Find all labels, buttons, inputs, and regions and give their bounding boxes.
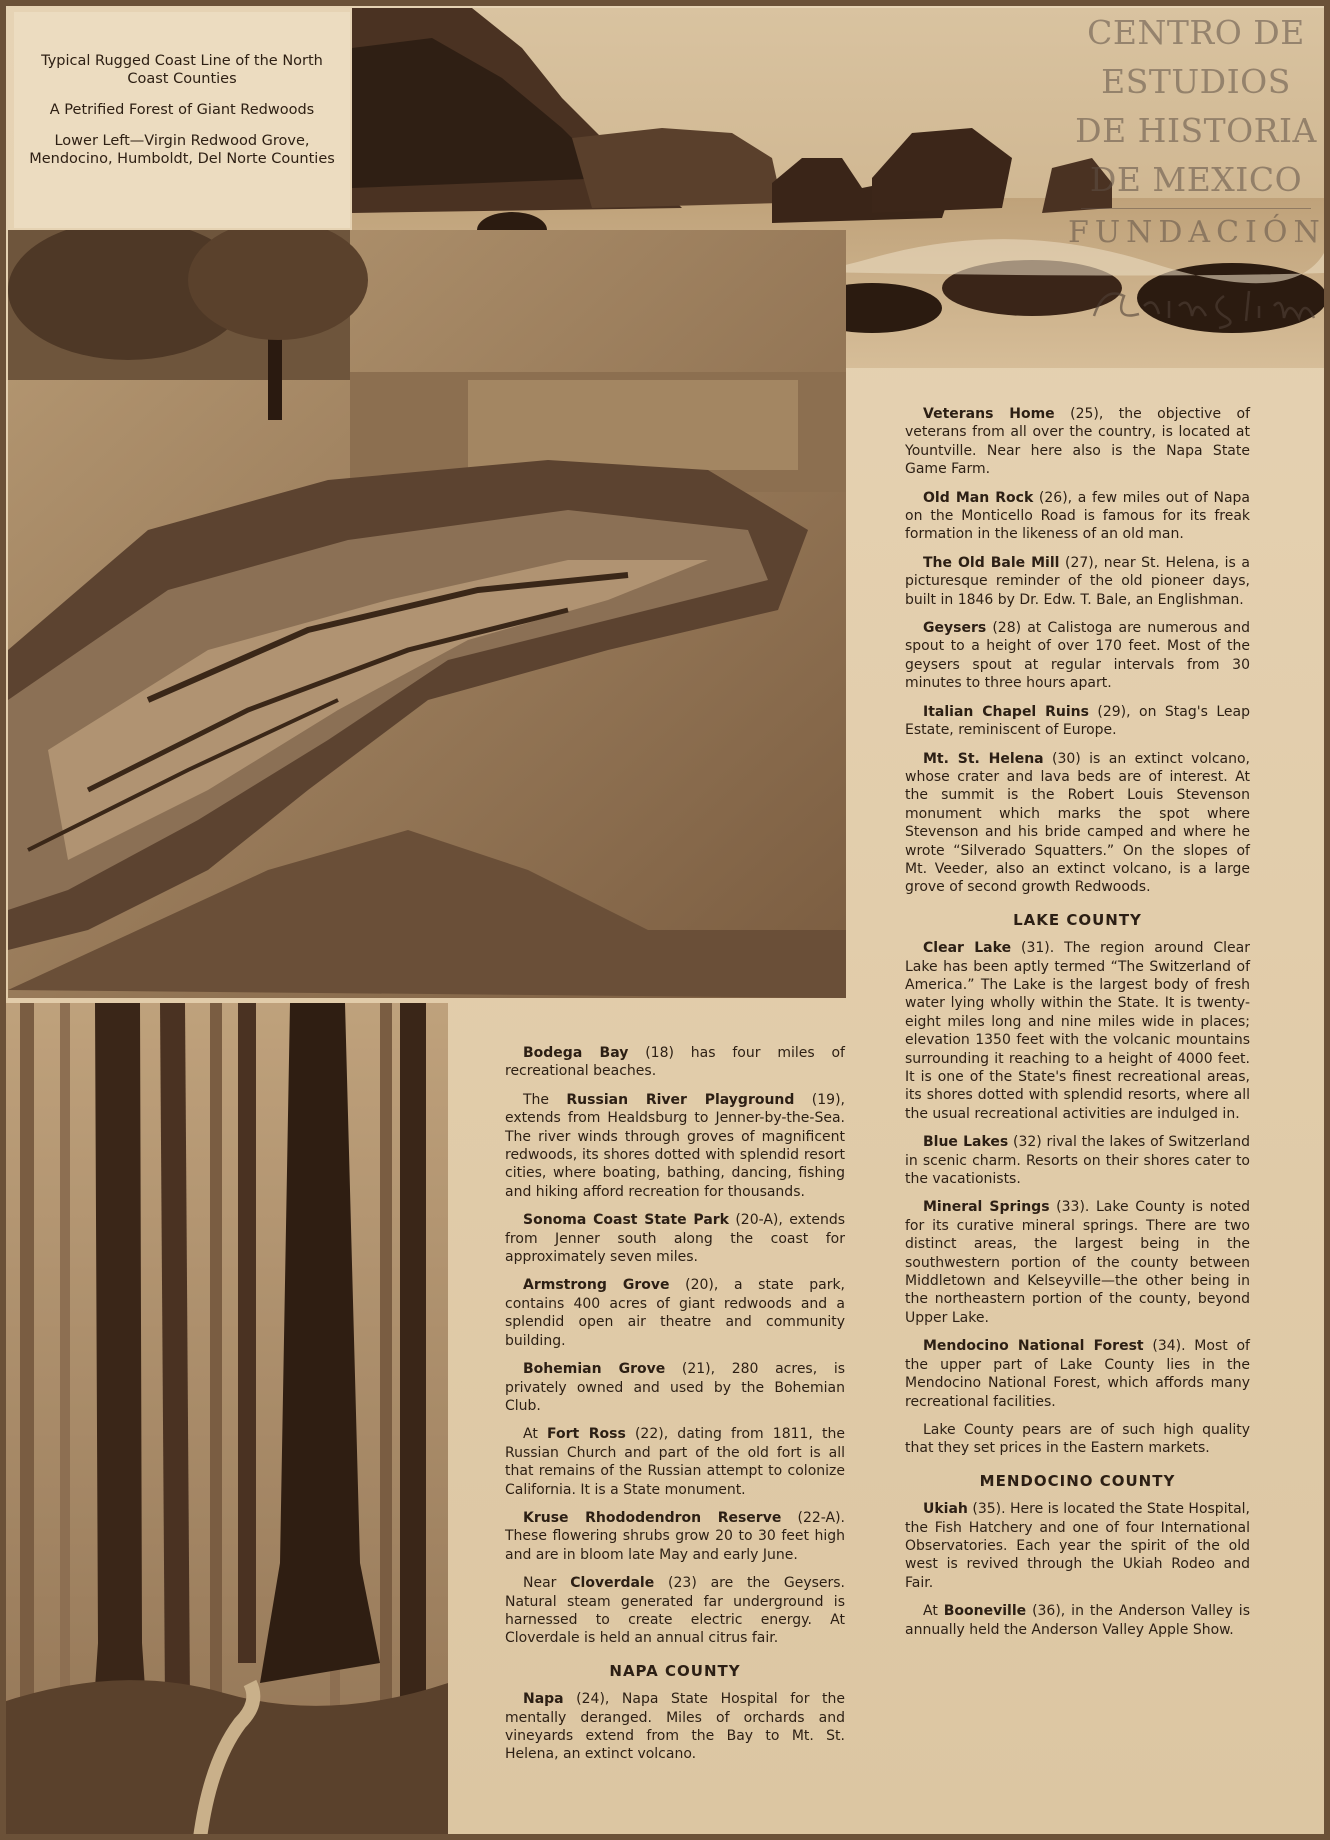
place-name: The Old Bale Mill — [923, 554, 1060, 571]
right-text-column — [905, 405, 1250, 1649]
middle-text-column — [505, 1044, 845, 1774]
place-name: Kruse Rhododendron Reserve — [523, 1509, 782, 1526]
petrified-forest-photo — [8, 230, 846, 998]
lake-county-heading: LAKE COUNTY — [1013, 910, 1142, 929]
article-paragraph — [505, 1425, 845, 1499]
paragraph-body: (20-A), extends from Jenner south along the coast for approximately seven miles. — [505, 1212, 846, 1266]
article-paragraph — [505, 1574, 845, 1648]
paragraph-lead-in: The — [523, 1091, 567, 1108]
paragraph-body: Lake County pears are of such high quality that they set prices in the Eastern markets. — [905, 1421, 1250, 1457]
caption-coast: Typical Rugged Coast Line of the North Coast Counties — [41, 53, 323, 87]
article-paragraph — [905, 1500, 1250, 1592]
place-name: Geysers — [923, 620, 987, 637]
place-name: Cloverdale — [570, 1575, 655, 1592]
paragraph-lead-in: At — [523, 1426, 547, 1443]
paragraph-body: (24), Napa State Hospital for the mentally deranged. Miles of orchards and vineyards extend from the Bay to Mt. St. Helena, an extinct volcano. — [505, 1691, 845, 1763]
archive-watermark — [1068, 8, 1324, 308]
watermark-line-2: ESTUDIOS — [1101, 62, 1291, 101]
paragraph-body: (21), 280 acres, is privately owned and used by the Bohemian Club. — [505, 1361, 846, 1414]
place-name: Napa — [523, 1691, 564, 1708]
sonoma-attractions-list — [505, 1044, 845, 1648]
article-paragraph — [905, 619, 1250, 693]
article-paragraph — [905, 1198, 1250, 1327]
article-paragraph — [505, 1690, 845, 1764]
virgin-redwood-grove-photo — [0, 1003, 448, 1838]
place-name: Old Man Rock — [923, 489, 1034, 506]
article-paragraph — [505, 1360, 845, 1415]
paragraph-body: (35). Here is located the State Hospital, the Fish Hatchery and one of four International Observatories. Each year the spirit of the old west is revived through the Ukiah Rodeo and Fair. — [905, 1501, 1250, 1591]
article-paragraph — [905, 703, 1250, 740]
place-name: Blue Lakes — [923, 1134, 1009, 1151]
paragraph-body: (22), dating from 1811, the Russian Church and part of the old fort is all that remains of the Russian attempt to colonize California. It is a State monument. — [505, 1426, 845, 1498]
place-name: Clear Lake — [923, 940, 1012, 957]
article-paragraph — [905, 939, 1250, 1123]
watermark-fundacion: FUNDACIÓN — [1068, 215, 1326, 250]
paragraph-body: (26), a few miles out of Napa on the Monticello Road is famous for its freak formation in the likeness of an old man. — [905, 489, 1250, 543]
article-paragraph — [905, 405, 1250, 479]
paragraph-lead-in: At — [923, 1603, 944, 1620]
paragraph-body: (23) are the Geysers. Natural steam generated far underground is harnessed to create electric energy. At Cloverdale is held an annual citrus fair. — [505, 1575, 846, 1647]
paragraph-body: (25), the objective of veterans from all over the country, is located at Yountville. Near here also is the Napa State Game Farm. — [905, 406, 1251, 478]
mendocino-county-heading: MENDOCINO COUNTY — [979, 1471, 1176, 1490]
watermark-line-4: DE MEXICO — [1089, 160, 1303, 199]
article-paragraph — [505, 1276, 845, 1350]
article-paragraph — [905, 1133, 1250, 1188]
place-name: Ukiah — [923, 1501, 968, 1518]
place-name: Mineral Springs — [923, 1199, 1050, 1216]
paragraph-body: (32) rival the lakes of Switzerland in scenic charm. Resorts on their shores cater to the vacationists. — [905, 1134, 1250, 1188]
paragraph-body: (20), a state park, contains 400 acres of giant redwoods and a splendid open air theatre and community building. — [505, 1277, 846, 1349]
watermark-line-1: CENTRO DE — [1087, 13, 1305, 52]
place-name: Armstrong Grove — [523, 1277, 670, 1294]
lake-county-list — [905, 939, 1250, 1458]
watermark-line-3: DE HISTORIA — [1075, 111, 1317, 150]
napa-county-list — [505, 1690, 845, 1764]
paragraph-body: (29), on Stag's Leap Estate, reminiscent of Europe. — [905, 703, 1250, 739]
caption-redwood-grove: Lower Left—Virgin Redwood Grove, Mendocino, Humboldt, Del Norte Counties — [29, 133, 335, 167]
napa-attractions-list — [905, 405, 1250, 897]
watermark-rule — [1081, 208, 1311, 209]
place-name: Mt. St. Helena — [923, 750, 1044, 767]
article-paragraph — [905, 489, 1250, 544]
place-name: Sonoma Coast State Park — [523, 1212, 729, 1229]
paragraph-body: (18) has four miles of recreational beaches. — [505, 1045, 845, 1080]
signature-logo — [1084, 276, 1324, 336]
article-paragraph — [905, 1602, 1250, 1639]
place-name: Russian River Playground — [566, 1091, 795, 1108]
place-name: Fort Ross — [546, 1426, 626, 1443]
article-paragraph — [505, 1509, 845, 1564]
paragraph-body: (31). The region around Clear Lake has been aptly termed “The Switzerland of America.” The Lake is the largest body of fresh water lying wholly within the State. It is twenty-eight miles long and nine miles wide in places; elevation 1350 feet with the volcanic mountains surrounding it reaching to a height of 4000 feet. It is one of the State's finest recreational areas, its shores dotted with splendid resorts, where all the usual recreational activities are indulged in. — [905, 940, 1250, 1122]
paragraph-lead-in: Near — [523, 1575, 571, 1592]
place-name: Bohemian Grove — [523, 1361, 666, 1378]
mendocino-county-list — [905, 1500, 1250, 1639]
article-paragraph — [905, 554, 1250, 609]
photo-captions — [14, 12, 350, 228]
article-paragraph — [905, 1337, 1250, 1411]
napa-county-heading: NAPA COUNTY — [609, 1661, 741, 1680]
paragraph-body: (30) is an extinct volcano, whose crater and lava beds are of interest. At the summit is the Robert Louis Stevenson monument which marks the spot where Stevenson and his bride camped and where he wrote “Silverado Squatters.” On the slopes of Mt. Veeder, also an extinct volcano, is a large grove of second growth Redwoods. — [905, 750, 1250, 896]
paragraph-body: (34). Most of the upper part of Lake County lies in the Mendocino National Forest, which affords many recreational facilities. — [905, 1338, 1250, 1410]
paragraph-body: (36), in the Anderson Valley is annually held the Anderson Valley Apple Show. — [905, 1603, 1250, 1638]
paragraph-body: (22-A). These flowering shrubs grow 20 to 30 feet high and are in bloom late May and early June. — [505, 1509, 845, 1563]
caption-petrified-forest: A Petrified Forest of Giant Redwoods — [49, 102, 315, 118]
paragraph-body: (19), extends from Healdsburg to Jenner-by-the-Sea. The river winds through groves of magnificent redwoods, its shores dotted with splendid resort cities, where boating, bathing, dancing, fishing and hiking afford recreation for thousands. — [505, 1091, 845, 1200]
paragraph-body: (28) at Calistoga are numerous and spout to a height of over 170 feet. Most of the geysers spout at regular intervals from 30 minutes to three hours apart. — [905, 620, 1250, 692]
place-name: Italian Chapel Ruins — [923, 703, 1089, 720]
article-paragraph — [905, 750, 1250, 897]
article-paragraph — [505, 1211, 845, 1266]
paragraph-body: (33). Lake County is noted for its curative mineral springs. There are two distinct areas, the largest being in the southwestern portion of the county between Middletown and Kelseyville—the other being in the northeastern portion of the county, beyond Upper Lake. — [905, 1199, 1250, 1326]
place-name: Booneville — [943, 1603, 1027, 1620]
place-name: Veterans Home — [923, 406, 1055, 422]
article-paragraph — [505, 1044, 845, 1081]
place-name: Bodega Bay — [523, 1045, 629, 1061]
article-paragraph — [505, 1091, 845, 1201]
article-paragraph — [905, 1421, 1250, 1458]
paragraph-body: (27), near St. Helena, is a picturesque reminder of the old pioneer days, built in 1846 by Dr. Edw. T. Bale, an Englishman. — [905, 554, 1250, 608]
place-name: Mendocino National Forest — [923, 1338, 1144, 1355]
